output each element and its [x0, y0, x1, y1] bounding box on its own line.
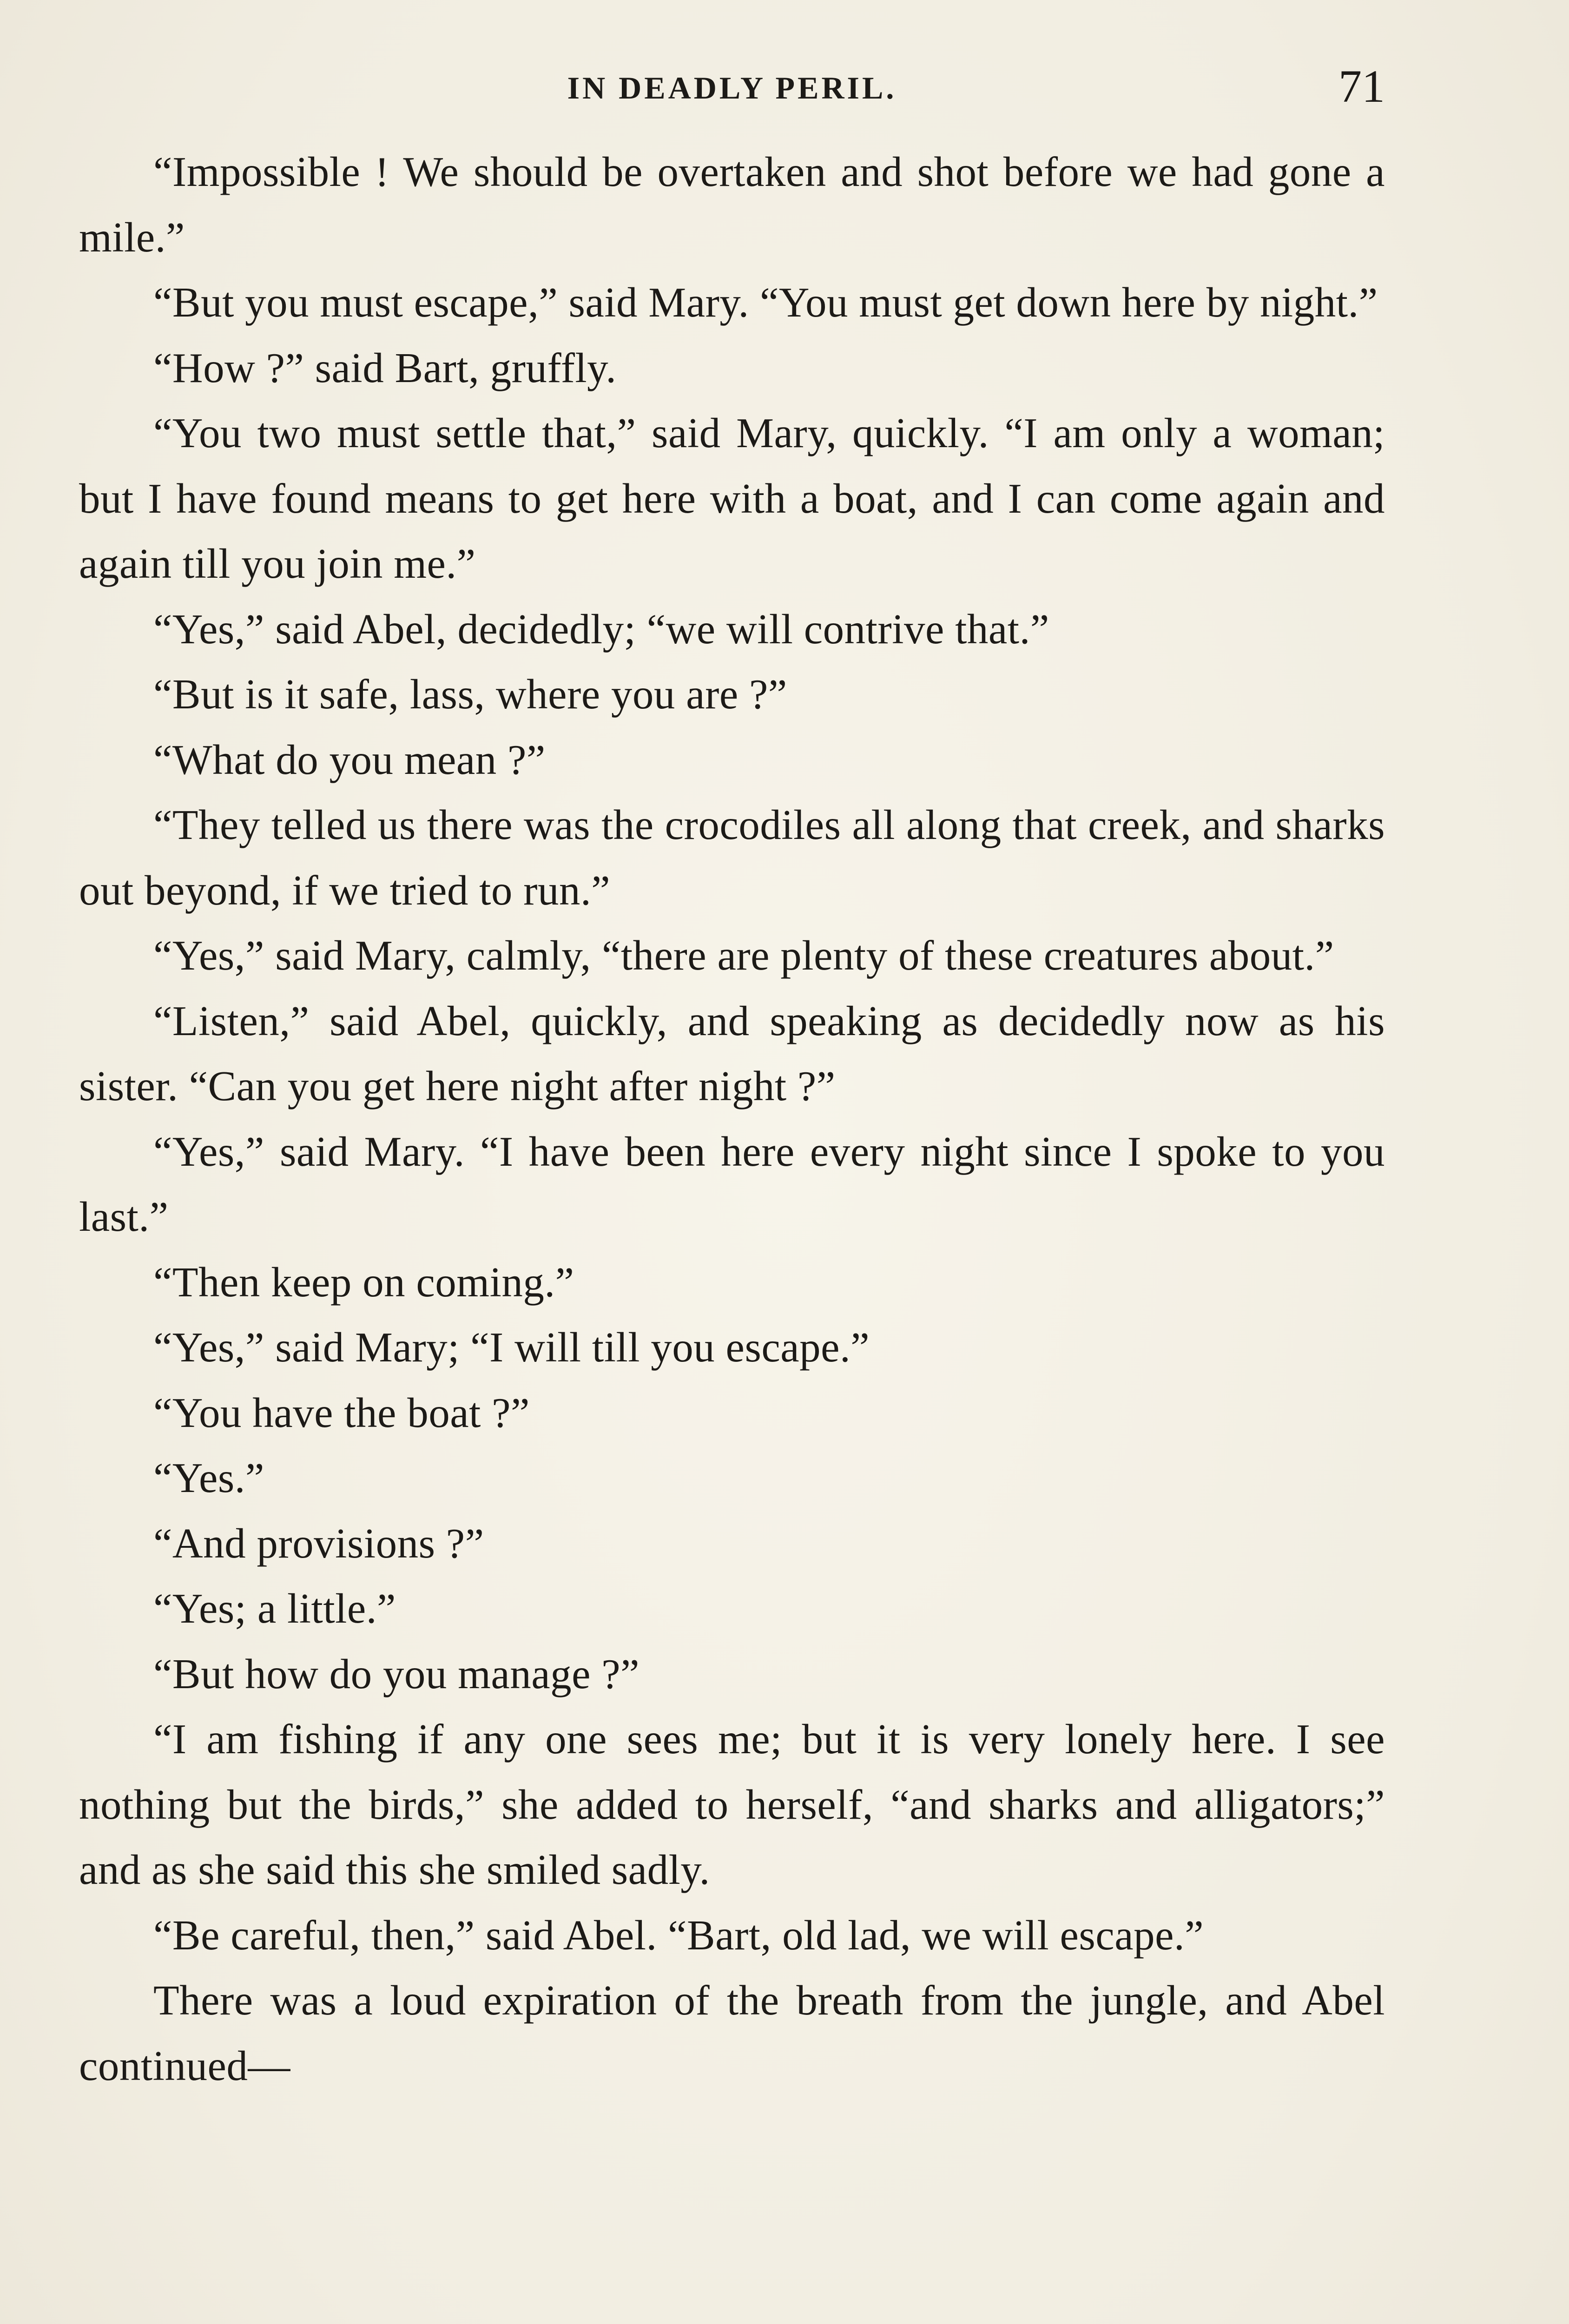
- paragraph: “Listen,” said Abel, quickly, and speaking as decidedly now as his sister. “Can you get here night after night ?”: [79, 997, 1385, 1109]
- paragraph: “Yes,” said Abel, decidedly; “we will contrive that.”: [153, 605, 1049, 653]
- paragraph: “Yes,” said Mary, calmly, “there are plenty of these creatures about.”: [153, 932, 1334, 979]
- paragraph: “Yes,” said Mary. “I have been here every night since I spoke to you last.”: [79, 1128, 1385, 1240]
- paragraph: “They telled us there was the crocodiles all along that creek, and sharks out beyond, if we tried to run.”: [79, 801, 1385, 914]
- paragraph: “Yes,” said Mary; “I will till you escape.”: [153, 1324, 870, 1371]
- paragraph: “Then keep on coming.”: [153, 1258, 574, 1306]
- page-number: 71: [1338, 60, 1385, 112]
- paragraph: “And provisions ?”: [153, 1519, 484, 1567]
- body-text: [79, 139, 1385, 2099]
- paragraph: “Impossible ! We should be overtaken and shot before we had gone a mile.”: [79, 148, 1385, 261]
- paragraph: “I am fishing if any one sees me; but it is very lonely here. I see nothing but the birds,” she added to herself, “and sharks and alligators;” and as she said this she smiled sadly.: [79, 1716, 1385, 1893]
- page-header: [79, 59, 1385, 111]
- paragraph: “What do you mean ?”: [153, 736, 546, 783]
- paragraph: “Yes.”: [153, 1454, 264, 1501]
- paragraph: “You have the boat ?”: [153, 1389, 530, 1436]
- paragraph: “How ?” said Bart, gruffly.: [153, 344, 617, 391]
- paragraph: “But how do you manage ?”: [153, 1650, 640, 1697]
- paragraph: “You two must settle that,” said Mary, quickly. “I am only a woman; but I have found means to get here with a boat, and I can come again and again till you join me.”: [79, 409, 1385, 587]
- paragraph: “Yes; a little.”: [153, 1585, 396, 1632]
- running-title: IN DEADLY PERIL.: [567, 70, 897, 106]
- paragraph: “Be careful, then,” said Abel. “Bart, old lad, we will escape.”: [153, 1911, 1204, 1959]
- paragraph: There was a loud expiration of the breath from the jungle, and Abel continued—: [79, 1977, 1385, 2089]
- paragraph: “But you must escape,” said Mary. “You must get down here by night.”: [153, 279, 1378, 326]
- paragraph: “But is it safe, lass, where you are ?”: [153, 671, 787, 718]
